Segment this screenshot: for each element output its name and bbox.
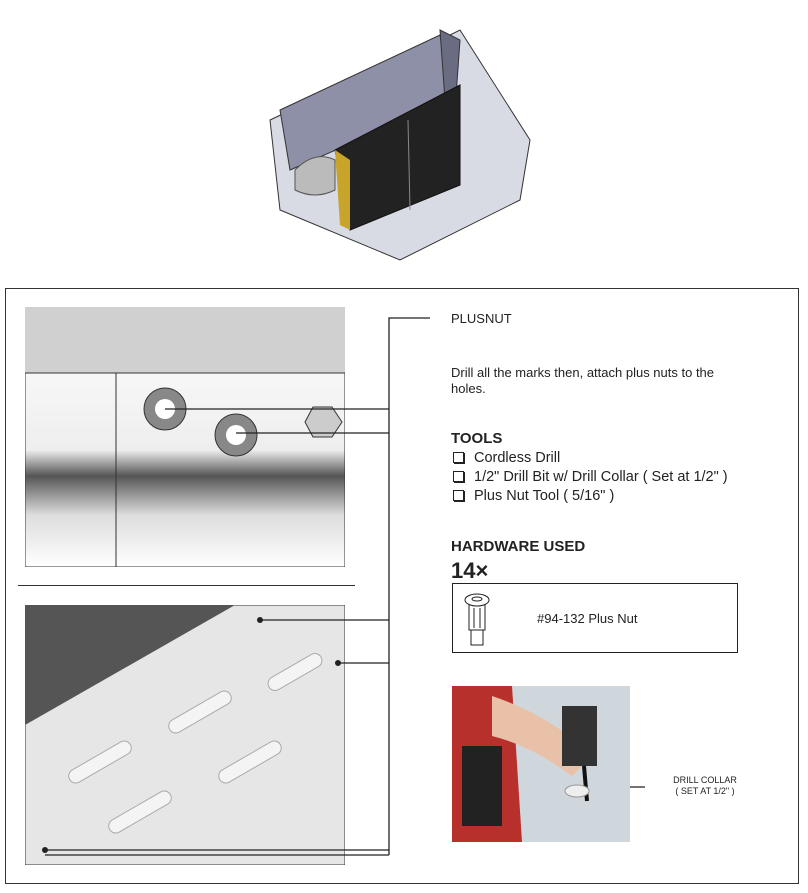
- step-title: PLUSNUT: [451, 311, 512, 326]
- checkbox-icon: [453, 490, 464, 501]
- checkbox-icon: [453, 452, 464, 463]
- tool-item: 1/2" Drill Bit w/ Drill Collar ( Set at 1/2" ): [453, 467, 728, 486]
- checkbox-icon: [453, 471, 464, 482]
- drill-collar-callout: DRILL COLLAR ( SET AT 1/2" ): [673, 775, 737, 796]
- tool-item: Plus Nut Tool ( 5/16" ): [453, 486, 728, 505]
- drill-photo: [452, 686, 630, 842]
- tools-heading: TOOLS: [451, 430, 503, 447]
- plus-nut-icon: [463, 592, 493, 650]
- hardware-quantity: 14×: [451, 558, 489, 583]
- hardware-heading: HARDWARE USED: [451, 538, 586, 555]
- tool-item: Cordless Drill: [453, 448, 728, 467]
- hardware-box: [452, 583, 738, 653]
- hardware-part: #94-132 Plus Nut: [537, 611, 638, 626]
- step-instruction: Drill all the marks then, attach plus nuts to the holes.: [451, 365, 715, 396]
- tools-list: [453, 448, 728, 505]
